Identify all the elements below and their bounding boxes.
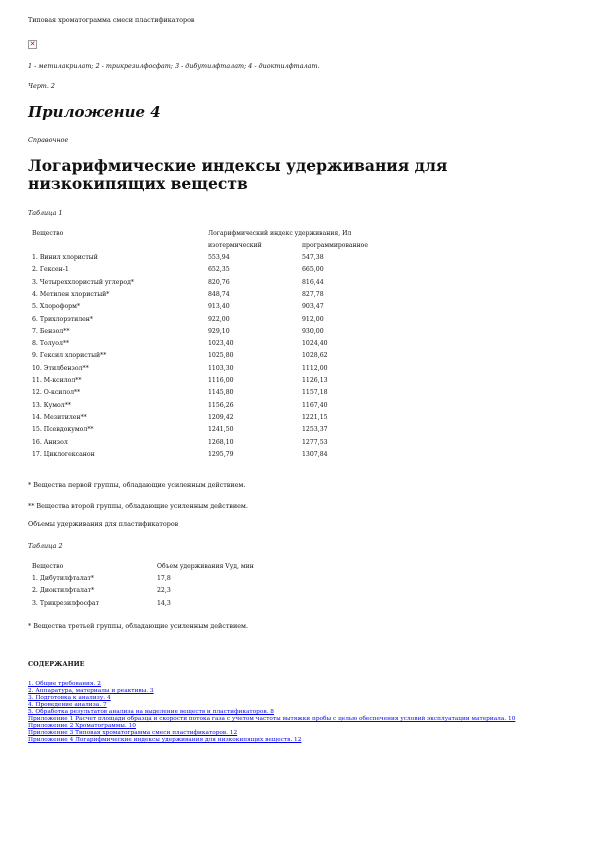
table1-row — [0, 439, 595, 448]
table1-cell-substance: 14. Мезитилен** — [32, 413, 87, 421]
table1-cell-prog: 547,38 — [302, 254, 324, 261]
table1-cell-iso: 1268,10 — [208, 438, 234, 446]
table1-cell-substance: 16. Анизол — [32, 438, 68, 446]
broken-image-icon: ✕ — [29, 40, 36, 48]
table1-row — [0, 352, 595, 361]
appendix-title: Приложение 4 — [28, 103, 161, 121]
table1-cell-prog: 1307,84 — [302, 450, 328, 458]
table1-cell-prog: 665,00 — [302, 266, 324, 274]
table1-cell-iso: 1295,79 — [208, 450, 234, 458]
toc-link[interactable]: 4. Проведение анализа. 7 — [28, 702, 107, 708]
table1-cell-iso: 652,35 — [208, 266, 230, 274]
toc-link[interactable]: 3. Подготовка к анализу. 4 — [28, 695, 111, 701]
table2-cell-substance: 2. Диоктилфталат* — [32, 587, 95, 595]
table1-cell-substance: 17. Циклогексанон — [32, 450, 95, 458]
table1-cell-prog: 1028,62 — [302, 352, 328, 360]
table1-cell-substance: 6. Трихлорэтилен* — [32, 315, 94, 323]
table1-col-prog: программированное — [302, 242, 368, 249]
table1-row — [0, 426, 595, 435]
table1-cell-prog: 827,78 — [302, 290, 324, 298]
table2-cell-substance: 1. Дибутилфталат* — [32, 575, 94, 582]
main-heading: Логарифмические индексы удерживания для низкокипящих веществ — [28, 156, 448, 193]
table1-row — [0, 254, 595, 263]
toc-link[interactable]: 5. Обработка результатов анализа на выделение веществ и пластификаторов. 8 — [28, 709, 274, 715]
table1-cell-prog: 1167,40 — [302, 401, 328, 409]
toc-link[interactable]: 1. Общие требования. 2 — [28, 681, 101, 687]
table1-row — [0, 451, 595, 460]
table1-cell-prog: 816,44 — [302, 278, 324, 286]
toc-list — [28, 681, 548, 744]
table1-row — [0, 389, 595, 398]
table1-cell-prog: 1157,18 — [302, 389, 328, 397]
table1-col-group: Логарифмический индекс удерживания, Ил — [208, 230, 352, 237]
table1-row — [0, 279, 595, 288]
table1-cell-iso: 1241,50 — [208, 426, 234, 434]
table2-label: Таблица 2 — [28, 542, 63, 550]
table1-cell-substance: 2. Гексен-1 — [32, 266, 69, 274]
table1-cell-iso: 1145,80 — [208, 389, 234, 397]
table1-cell-prog: 1126,13 — [302, 377, 328, 384]
toc-title: СОДЕРЖАНИЕ — [28, 660, 85, 668]
table2-cell-volume: 17,8 — [157, 575, 171, 582]
table1-cell-prog: 1024,40 — [302, 340, 328, 348]
table2-row — [0, 600, 595, 609]
appendix-subtitle: Справочное — [28, 136, 69, 144]
table1-cell-prog: 912,00 — [302, 315, 324, 323]
table1-cell-substance: 5. Хлороформ* — [32, 303, 81, 311]
toc-link[interactable]: Приложение 4 Логарифмические индексы удерживания для низкокипящих веществ. 12 — [28, 737, 302, 743]
table2-row — [0, 587, 595, 596]
table2-cell-volume: 22,3 — [157, 587, 171, 595]
table2-cell-substance: 3. Трикрезилфосфат — [32, 599, 99, 607]
table1-row — [0, 266, 595, 275]
table1-cell-substance: 7. Бензол** — [32, 327, 70, 335]
table1-cell-iso: 922,00 — [208, 315, 230, 323]
table1-row — [0, 340, 595, 349]
table1-cell-substance: 9. Гексил хлористый** — [32, 352, 107, 360]
top-caption: Типовая хроматограмма смеси пластификаторов — [28, 16, 195, 24]
table1-cell-iso: 929,10 — [208, 327, 230, 335]
table1-cell-iso: 1116,00 — [208, 377, 234, 384]
table1-cell-iso: 913,40 — [208, 303, 230, 311]
table1-cell-substance: 10. Этилбензол** — [32, 364, 89, 372]
table2-col-volume: Объем удерживания Vуд, мин — [157, 563, 254, 570]
note-2: ** Вещества второй группы, обладающие усиленным действием. — [28, 502, 248, 510]
table1-cell-substance: 3. Четыреххлористый углерод* — [32, 278, 134, 286]
table1-row — [0, 316, 595, 325]
toc-link[interactable]: 2. Аппаратура, материалы и реактивы. 3 — [28, 688, 154, 694]
toc-link[interactable]: Приложение 3 Типовая хроматограмма смеси пластификаторов. 12 — [28, 730, 238, 736]
table1-cell-iso: 1156,26 — [208, 401, 234, 409]
table1-row — [0, 291, 595, 300]
note-1: * Вещества первой группы, обладающие усиленным действием. — [28, 481, 246, 489]
table1-cell-prog: 1112,00 — [302, 364, 328, 372]
table1-cell-prog: 930,00 — [302, 327, 324, 335]
table1-cell-iso: 553,94 — [208, 254, 230, 261]
table1-cell-prog: 903,47 — [302, 303, 324, 311]
table1-cell-substance: 15. Псевдокумол** — [32, 426, 94, 434]
table1-cell-iso: 1209,42 — [208, 413, 234, 421]
table2-row — [0, 575, 595, 584]
table1-cell-iso: 1025,80 — [208, 352, 234, 360]
table1-row — [0, 303, 595, 312]
table1-cell-substance: 12. О-ксилол** — [32, 389, 81, 397]
note-3: * Вещества третьей группы, обладающие усиленным действием. — [28, 622, 249, 630]
table2-cell-volume: 14,3 — [157, 599, 171, 607]
table1-cell-iso: 1023,40 — [208, 340, 234, 348]
table2-col-substance: Вещество — [32, 563, 64, 570]
table1-cell-substance: 13. Кумол** — [32, 401, 71, 409]
table1-row — [0, 377, 595, 386]
table1-cell-substance: 11. М-ксилол** — [32, 377, 82, 384]
table1-cell-prog: 1277,53 — [302, 438, 328, 446]
table1-col-iso: изотермический — [208, 242, 262, 249]
figure-label: Черт. 2 — [28, 82, 56, 90]
table1-cell-substance: 1. Винил хлористый — [32, 254, 98, 261]
toc-link[interactable]: Приложение 2 Хроматограммы. 10 — [28, 723, 136, 729]
table1-cell-substance: 4. Метилен хлористый* — [32, 290, 110, 298]
table1-cell-prog: 1253,37 — [302, 426, 328, 434]
table1-cell-prog: 1221,15 — [302, 413, 328, 421]
table1-row — [0, 414, 595, 423]
table1-col-substance: Вещество — [32, 230, 64, 237]
toc-link[interactable]: Приложение 1 Расчет площади образца и скорости потока газа с учетом частоты вытяжки пробы с целью обеспечения условий эксплуатации материала. 10 — [28, 716, 516, 722]
table1-cell-iso: 820,76 — [208, 278, 230, 286]
table1-cell-iso: 848,74 — [208, 290, 230, 298]
table1-row — [0, 402, 595, 411]
table2-title: Объемы удерживания для пластификаторов — [28, 520, 179, 528]
table1-cell-substance: 8. Толуол** — [32, 340, 70, 348]
table1-row — [0, 365, 595, 374]
table1-row — [0, 328, 595, 337]
table1-cell-iso: 1103,30 — [208, 364, 234, 372]
table1-label: Таблица 1 — [28, 209, 63, 217]
figure-legend: 1 - метилакрилат; 2 - трикрезилфосфат; 3 - дибутилфталат; 4 - диоктилфталат. — [28, 62, 320, 70]
